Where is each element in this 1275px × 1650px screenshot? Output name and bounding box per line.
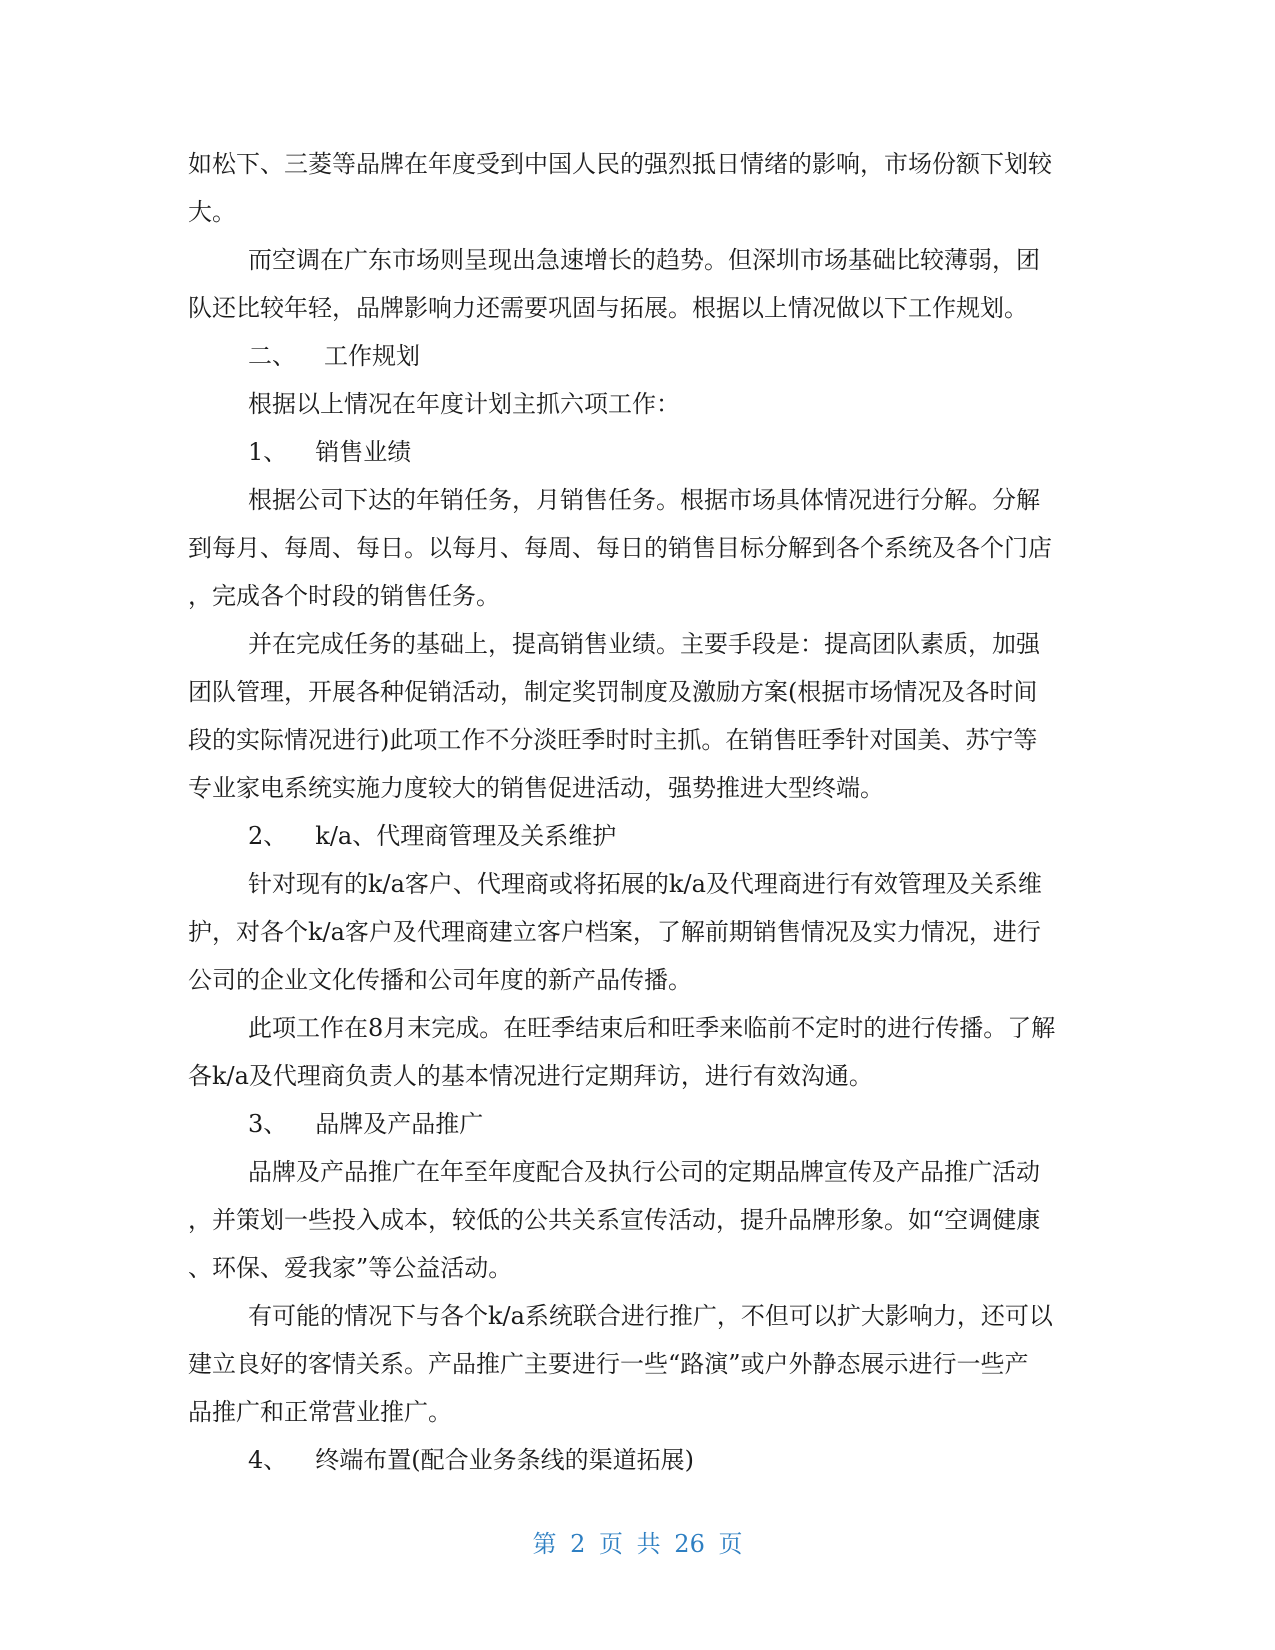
- text-line: 品推广和正常营业推广。: [188, 1398, 452, 1426]
- text-line: ，完成各个时段的销售任务。: [188, 582, 500, 610]
- text-line: 队还比较年轻，品牌影响力还需要巩固与拓展。根据以上情况做以下工作规划。: [188, 294, 1028, 322]
- heading-text: k/a、代理商管理及关系维护: [315, 822, 617, 850]
- heading-number: 2、: [248, 822, 288, 850]
- text-line: 建立良好的客情关系。产品推广主要进行一些“路演”或户外静态展示进行一些产: [188, 1350, 1029, 1378]
- heading-number: 二、: [248, 342, 296, 370]
- text-line: 、环保、爱我家”等公益活动。: [188, 1254, 513, 1282]
- item-heading: [188, 428, 1088, 476]
- heading-text: 品牌及产品推广: [315, 1110, 484, 1138]
- item-heading: [188, 1100, 1088, 1148]
- page-number-footer: 第 2 页 共 26 页: [532, 1530, 743, 1558]
- item-heading: [188, 1436, 1088, 1484]
- body-text: [188, 140, 1088, 1484]
- paragraph-start: 此项工作在8月末完成。在旺季结束后和旺季来临前不定时的进行传播。了解: [248, 1014, 1056, 1042]
- paragraph-start: 根据公司下达的年销任务，月销售任务。根据市场具体情况进行分解。分解: [248, 486, 1040, 514]
- text-line: 大。: [188, 198, 236, 226]
- heading-text: 工作规划: [324, 342, 420, 370]
- text-line: 护，对各个k/a客户及代理商建立客户档案，了解前期销售情况及实力情况，进行: [188, 918, 1041, 946]
- heading-text: 终端布置(配合业务条线的渠道拓展): [315, 1446, 695, 1474]
- heading-number: 4、: [248, 1446, 288, 1474]
- paragraph-start: 并在完成任务的基础上，提高销售业绩。主要手段是：提高团队素质，加强: [248, 630, 1040, 658]
- paragraph-start: 品牌及产品推广在年至年度配合及执行公司的定期品牌宣传及产品推广活动: [248, 1158, 1040, 1186]
- text-line: 团队管理，开展各种促销活动，制定奖罚制度及激励方案(根据市场情况及各时间: [188, 678, 1038, 706]
- paragraph-start: 有可能的情况下与各个k/a系统联合进行推广，不但可以扩大影响力，还可以: [248, 1302, 1053, 1330]
- heading-number: 1、: [248, 438, 288, 466]
- text-line: 到每月、每周、每日。以每月、每周、每日的销售目标分解到各个系统及各个门店: [188, 534, 1052, 562]
- paragraph-start: 而空调在广东市场则呈现出急速增长的趋势。但深圳市场基础比较薄弱，团: [248, 246, 1040, 274]
- heading-number: 3、: [248, 1110, 288, 1138]
- text-line: 专业家电系统实施力度较大的销售促进活动，强势推进大型终端。: [188, 774, 884, 802]
- text-line: ，并策划一些投入成本，较低的公共关系宣传活动，提升品牌形象。如“空调健康: [188, 1206, 1041, 1234]
- text-line: 公司的企业文化传播和公司年度的新产品传播。: [188, 966, 692, 994]
- section-heading: [188, 332, 1088, 380]
- paragraph-start: 根据以上情况在年度计划主抓六项工作：: [248, 390, 680, 418]
- text-line: 如松下、三菱等品牌在年度受到中国人民的强烈抵日情绪的影响，市场份额下划较: [188, 150, 1052, 178]
- paragraph-start: 针对现有的k/a客户、代理商或将拓展的k/a及代理商进行有效管理及关系维: [248, 870, 1042, 898]
- text-line: 各k/a及代理商负责人的基本情况进行定期拜访，进行有效沟通。: [188, 1062, 873, 1090]
- text-line: 段的实际情况进行)此项工作不分淡旺季时时主抓。在销售旺季针对国美、苏宁等: [188, 726, 1038, 754]
- heading-text: 销售业绩: [315, 438, 412, 466]
- item-heading: [188, 812, 1088, 860]
